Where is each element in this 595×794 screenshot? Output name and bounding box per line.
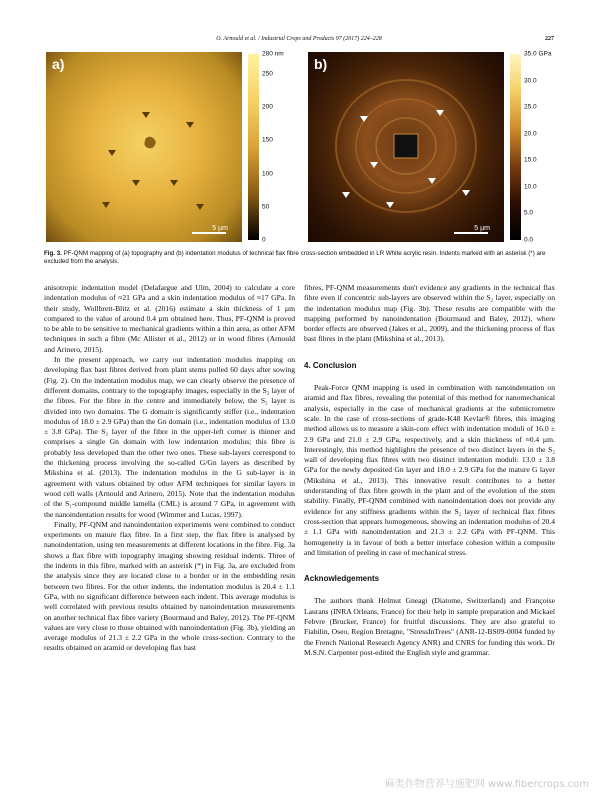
colorbar-a bbox=[248, 54, 259, 240]
scale-bar-b bbox=[454, 232, 488, 234]
paragraph: Peak-Force QNM mapping is used in combination with nanoindentation on aramid and flax fibres, revealing the potential of this method for nanomechanical analysis, especially in the case of mechanical gradients at the submicrometre scale. In the case of cross-sections of grade-K48 Kevlar® fibres, this imaging method allows us to measure a skin-core effect with indentation moduli of 16.0 ± 2.9 GPa and 21.0 ± 2.9 GPa, respectively, and a skin thickness of ≈0.4 µm. Interestingly, this method highlights the presence of two distinct layers in the S₂ wall of developing flax fibres with two distinct indentation moduli: 13.0 ± 3.8 GPa for the newly deposited Gn layer and 18.0 ± 2.9 GPa for the mature G layer (Mikshina et al., 2013). This innovative result contributes to a better understanding of flax fibre growth in the plant and of the evolution of the stem stability. Finally, PF-QNM combined with nanoindentation does not provide any evidence for any stiffness gradients within the S₂ layer of technical flax fibres cross-section that appears homogeneous, showing an indentation modulus of 20.4 ± 1.1 GPa with nanoindentation and 21.3 ± 2.2 GPa with PF-QNM. This homogeneity is in favour of both a better interface cohesion within a composite and limitation of peeling in case of mechanical stress. bbox=[304, 383, 555, 557]
paragraph: In the present approach, we carry out indentation modulus mapping on developing flax bast fibres derived from plant stems pulled 60 days after sowing (Fig. 2). On the indentation modulus map, we can clearly observe the presence of different domains, contrary to the topography images, especially in the S₂ layer of the fibres. For the fibre in the centre and immediately below, the S₂ layer is divided into two domains. The G domain is significantly stiffer (i.e., indentation modulus of 18.0 ± 2.9 GPa) than the Gn domain (i.e., indentation modulus of 13.0 ± 3.8 GPa). The S₂ layer of the fibre in the upper-left corner is thinner and comprises a single Gn domain with low indentation modulus; this fibre is probably less developed than the other two ones. These sub-layers correspond to the thickening process involving the so-called G/Gn layers as described by Mikshina et al. (2013). The indentation modulus in the G sub-layer is in agreement with values obtained by other AFM techniques for similar layers in wood cell walls (Arnould and Arinero, 2015). Note that the indentation modulus of the S₁-compound middle lamella (CML) is around 7 GPa, in agreement with the nanoindentation results for wood (Wimmer and Lucas, 1997). bbox=[44, 355, 295, 519]
colorbar-tick-label: 20.0 bbox=[524, 130, 537, 138]
colorbar-tick-label: 50 bbox=[262, 203, 270, 211]
watermark: 麻类作物营养与施肥网 www.fibercrops.com bbox=[384, 779, 589, 790]
colorbar-b-ticks bbox=[524, 50, 558, 244]
indentation-modulus-map-image bbox=[308, 52, 504, 242]
colorbar-tick-label: 0 bbox=[262, 236, 266, 244]
section-heading-conclusion: 4. Conclusion bbox=[304, 360, 357, 370]
colorbar-tick-label: 30.0 bbox=[524, 77, 537, 85]
colorbar-tick-label: 150 bbox=[262, 136, 273, 144]
colorbar-b bbox=[510, 54, 521, 240]
figure-3 bbox=[46, 52, 551, 244]
section-heading-acknowledgements: Acknowledgements bbox=[304, 574, 380, 584]
scale-bar-a bbox=[192, 232, 226, 234]
figure-caption bbox=[44, 250, 554, 266]
indent-marks-a bbox=[46, 52, 242, 242]
colorbar-tick-label: 10.0 bbox=[524, 183, 537, 191]
colorbar-tick-label: 25.0 bbox=[524, 103, 537, 111]
page-number: 227 bbox=[545, 36, 554, 42]
panel-a-label: a) bbox=[52, 56, 65, 72]
right-column bbox=[304, 283, 555, 658]
scale-bar-label-b: 5 µm bbox=[474, 225, 490, 232]
colorbar-tick-label: 280 nm bbox=[262, 50, 284, 58]
left-column bbox=[44, 283, 295, 654]
colorbar-tick-label: 5.0 bbox=[524, 209, 534, 217]
indent-marks-b bbox=[308, 52, 504, 242]
colorbar-tick-label: 15.0 bbox=[524, 156, 537, 164]
colorbar-tick-label: 35.0 GPa bbox=[524, 50, 552, 58]
colorbar-tick-label: 0.0 bbox=[524, 236, 534, 244]
caption-text: PF-QNM mapping of (a) topography and (b) indentation modulus of technical flax fibre cross-section embedded in LR White acrylic resin. Indents marked with an asterisk (*) are excluded from the analysis. bbox=[44, 250, 546, 265]
colorbar-tick-label: 200 bbox=[262, 103, 273, 111]
paragraph: fibres, PF-QNM measurements don't evidence any gradients in the technical flax fibre even if concentric sub-layers are observed within the S₂ layer, especially on the indentation modulus map (Fig. 3b). These results are compatible with the mapping performed by nanoindentation (Bourmaud and Baley, 2012), where border effects are observed (Jakes et al., 2009), and the thickening process of flax bast fibres in the plant (Mikshina et al., 2013). bbox=[304, 283, 555, 344]
paragraph: The authors thank Helmut Gneagi (Diatome, Switzerland) and Françoise Laurans (INRA Orleans, France) for their help in sample preparation and Mickael Febvre (Brucker, France) for fruitful discussions. They are also grateful to Fiabilin, Oseo, Region Bretagne, "StressInTrees" (ANR-12-BS09-0004 funded by the French National Research Agency ANR) and CNRS for funding this work. Dr M.S.N. Carpenter post-edited the English style and grammar. bbox=[304, 596, 555, 657]
colorbar-tick-label: 100 bbox=[262, 170, 273, 178]
paragraph: anisotropic indentation model (Delafargue and Ulm, 2004) to calculate a core indentation modulus of ≈21 GPa and a skin indentation modulus of ≈17 GPa. In their study, Wollbrett-Blitz et al. (2016) estimate a skin thickness of 1 µm compared to the value of around 0.4 µm obtained here. Thus, PF-QNM is proved to be able to be sensitive to mechanical gradients within a thin area, as other AFM techniques in such a fibre (Mc Allister et al., 2012) or in wood fibres (Arnould and Arinero, 2015). bbox=[44, 283, 295, 354]
colorbar-tick-label: 250 bbox=[262, 70, 273, 78]
panel-b-label: b) bbox=[314, 56, 328, 72]
topography-map-image bbox=[46, 52, 242, 242]
scale-bar-label-a: 5 µm bbox=[212, 225, 228, 232]
caption-label: Fig. 3. bbox=[44, 250, 62, 257]
journal-citation: O. Arnould et al. / Industrial Crops and Products 97 (2017) 224–228 bbox=[216, 36, 382, 42]
colorbar-a-ticks bbox=[262, 50, 296, 244]
paragraph: Finally, PF-QNM and nanoindentation experiments were combined to conduct experiments on mature flax fibre. In a first step, the flax fibre is analysed by nanoindentation, using ten measurements at different locations in the fibre. Fig. 3a shows a flax fibre with topography imaging showing residual indents. Three of the indents in this fibre, marked with an asterisk (*) in Fig. 3a, are excluded from the analysis since they are located close to a border or in the embedding resin between two fibres. For the other indents, the indentation modulus is 20.4 ± 1.1 GPa, with no significant difference between each indent. This average modulus is well correlated with previous results obtained by nanoindentation measurements on another technical flax fibre variety (Bourmaud and Baley, 2012). The PF-QNM values are very close to those obtained with nanoindentation (Fig. 3b), yielding an average modulus of 21.3 ± 2.2 GPa in the whole cross-section. Contrary to the results obtained on aramid or developing flax bast bbox=[44, 519, 295, 653]
